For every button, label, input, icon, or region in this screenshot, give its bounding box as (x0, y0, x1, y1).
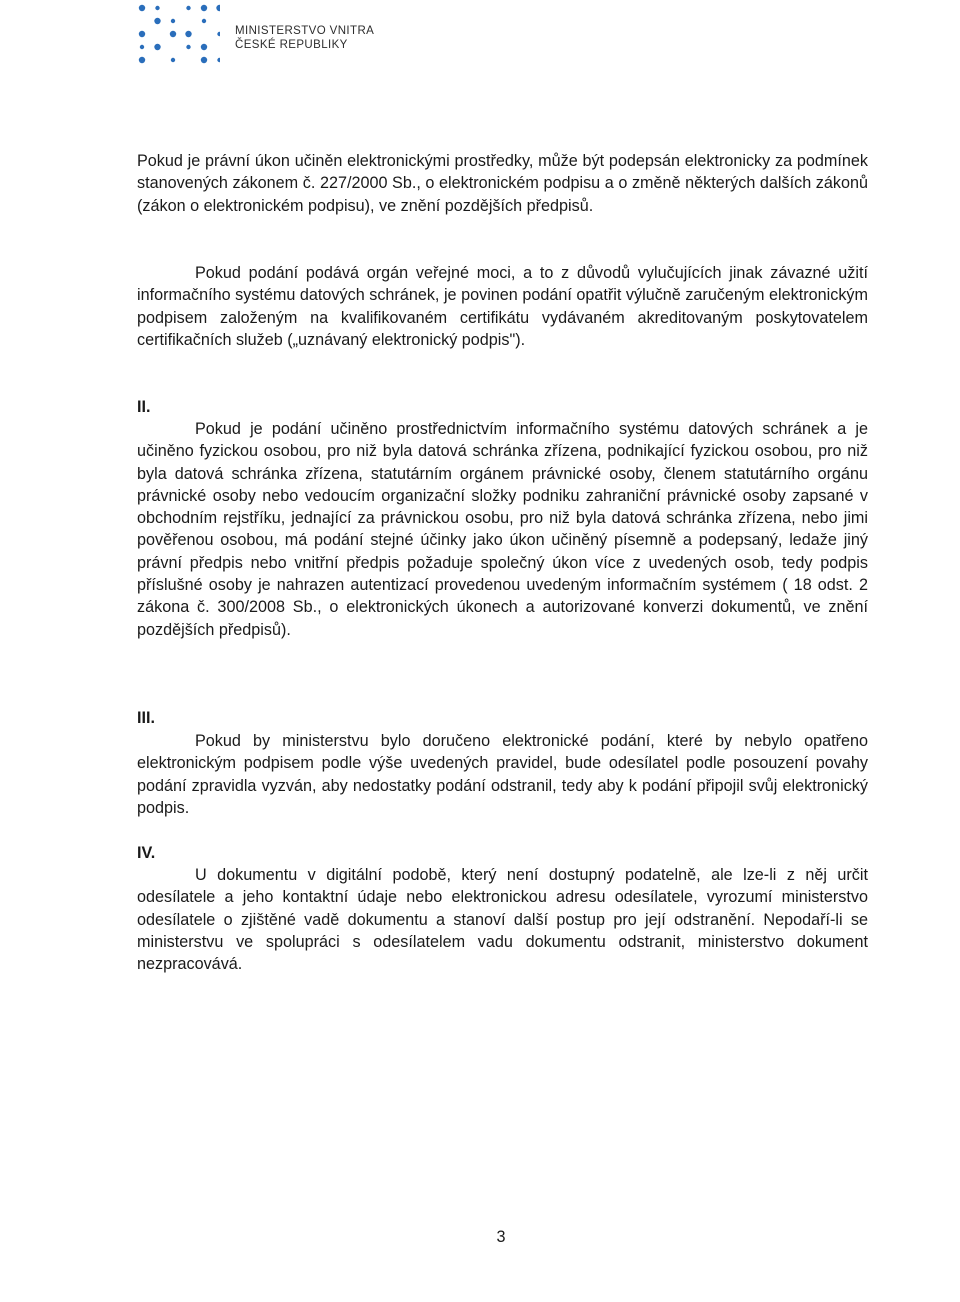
paragraph-electronic-signature: Pokud je právní úkon učiněn elektronickými prostředky, může být podepsán elektronicky za podmínek stanovených zákonem č. 227/2000 Sb., o elektronickém podpisu a o změně některých dalších zákonů (zákon o elektronickém podpisu), ve znění pozdějších předpisů. (137, 152, 868, 215)
mv-cr-logo-icon (136, 2, 220, 66)
logo-dot (154, 18, 160, 24)
logo-dot (154, 44, 160, 50)
page-number: 3 (496, 1228, 506, 1246)
paragraph-public-authority: Pokud podání podává orgán veřejné moci, a to z důvodů vylučujících jinak závazné užití informačního systému datových schránek, je povinen podání opatřit výlučně zaručeným elektronickým podpisem založeným na kvalifikovaném certifikátu vydávaném akreditovaným poskytovatelem certifikačních služeb („uznávaný elektronický podpis"). (137, 264, 868, 349)
logo-dot (201, 44, 207, 50)
ministry-name-line2: ČESKÉ REPUBLIKY (235, 39, 348, 51)
section-heading-ii: II. (137, 398, 151, 416)
logo-dot (186, 45, 190, 49)
logo-dot (201, 57, 207, 63)
logo-dot (217, 58, 220, 62)
ministry-name (235, 24, 374, 52)
logo-dot (202, 19, 206, 23)
logo-dot (140, 45, 144, 49)
logo-dot (139, 5, 145, 11)
paragraph-section-ii: Pokud je podání učiněno prostřednictvím informačního systému datových schránek a je učiněno fyzickou osobou, pro niž byla datová schránka zřízena, podnikající fyzickou osobou, pro niž byla datová schránka zřízena, statutárním orgánem právnické osoby, členem statutárního orgánu právnické osoby nebo vedoucím organizační složky podniku zahraniční právnické osoby zapsané v obchodním rejstříku, jednající za právnickou osobu, pro niž byla datová schránka zřízena, nebo jimi pověřenou osobou, má podání stejné účinky jako úkon učiněný písemně a podepsaný, ledaže jiný právní předpis nebo vnitřní předpis požaduje společný úkon více z uvedených osob, tedy podpis příslušné osoby je nahrazen autentizací provedenou uvedeným informačním systémem ( 18 odst. 2 zákona č. 300/2008 Sb., o elektronických úkonech a autorizované konverzi dokumentů, ve znění pozdějších předpisů). (137, 420, 868, 639)
logo-dot (171, 19, 175, 23)
section-heading-iii: III. (137, 709, 155, 727)
logo-dot (139, 31, 145, 37)
logo-dot (155, 6, 159, 10)
logo-dot (201, 5, 207, 11)
logo-dot (185, 31, 191, 37)
logo-dot (186, 6, 190, 10)
paragraph-section-iii: Pokud by ministerstvu bylo doručeno elektronické podání, které by nebylo opatřeno elektronickým podpisem podle výše uvedených pravidel, bude odesílatel podle posouzení povahy podání zpravidla vyzván, aby nedostatky podání odstranil, tedy aby k podání připojil svůj elektronický podpis. (137, 732, 868, 817)
logo-dot (171, 58, 175, 62)
logo-dot (216, 5, 220, 11)
ministry-name-line1: MINISTERSTVO VNITRA (235, 25, 375, 37)
logo-dot (170, 31, 176, 37)
paragraph-section-iv: U dokumentu v digitální podobě, který není dostupný podatelně, ale lze-li z něj určit odesílatele a jeho kontaktní údaje nebo elektronickou adresu odesílatele, vyrozumí ministerstvo odesílatele o zjištěné vadě dokumentu a stanoví další postup pro její odstranění. Nepodaří-li se ministerstvu ve spolupráci s odesílatelem vadu dokumentu odstranit, ministerstvo dokument nezpracovává. (137, 866, 868, 974)
logo-dot (139, 57, 145, 63)
section-heading-iv: IV. (137, 844, 156, 862)
logo-dot (217, 32, 220, 36)
